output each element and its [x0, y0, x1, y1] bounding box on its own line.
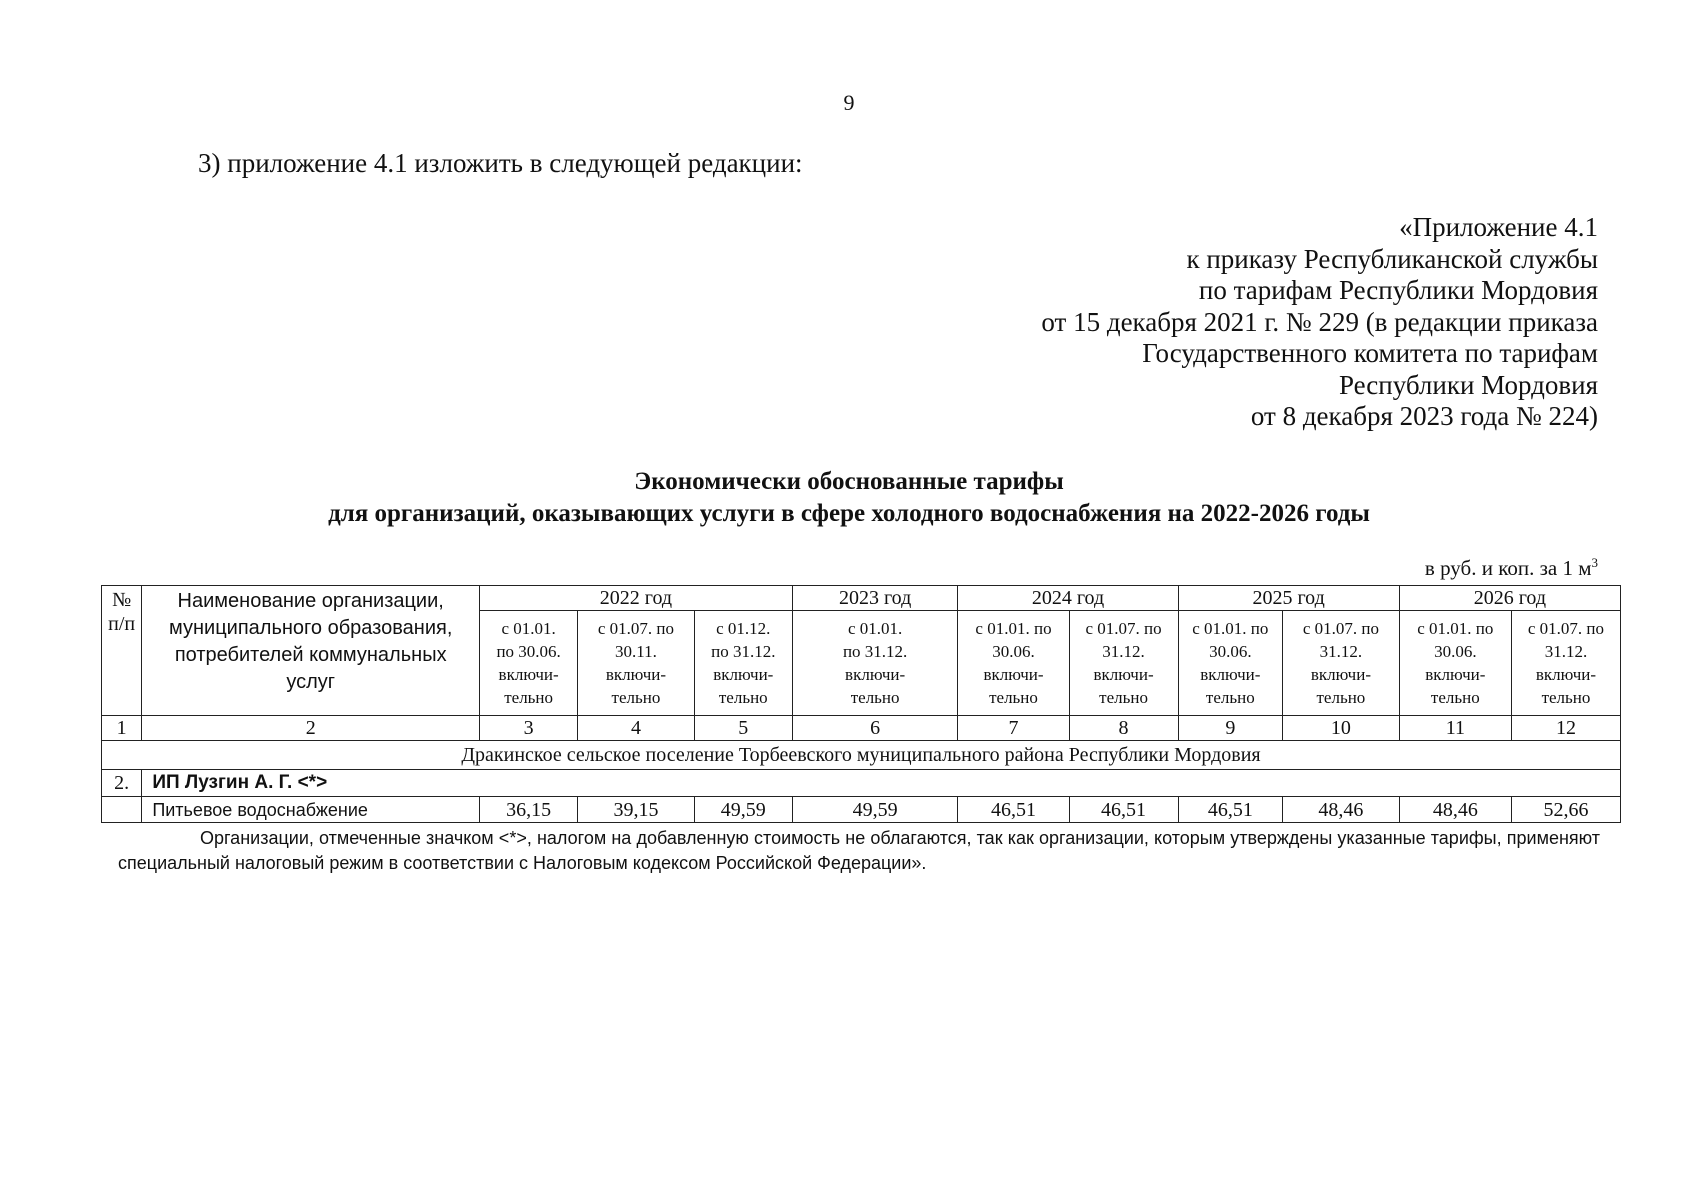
- column-number-cell: 5: [694, 716, 792, 741]
- year-header-row: [102, 586, 1621, 611]
- period-line: 31.12.: [1319, 642, 1363, 661]
- period-line: 31.12.: [1544, 642, 1588, 661]
- column-number-cell: 7: [958, 716, 1069, 741]
- column-number-cell: 2: [142, 716, 480, 741]
- period-line: с 01.07. по: [1085, 619, 1162, 638]
- period-header-cell: [1283, 611, 1400, 716]
- year-header-2024: 2024 год: [958, 586, 1178, 611]
- column-number-cell: 12: [1511, 716, 1620, 741]
- period-line: тельно: [504, 688, 554, 707]
- period-line: тельно: [611, 688, 661, 707]
- period-line: с 01.01. по: [1417, 619, 1494, 638]
- appendix-header-line: от 15 декабря 2021 г. № 229 (в редакции приказа: [1041, 306, 1598, 337]
- period-header-cell: [1511, 611, 1620, 716]
- column-number-row: [102, 716, 1621, 741]
- tariff-value: 46,51: [1178, 797, 1283, 823]
- column-number-cell: 6: [792, 716, 958, 741]
- period-line: 31.12.: [1102, 642, 1145, 661]
- period-line: с 01.07. по: [597, 619, 675, 638]
- service-name: Питьевое водоснабжение: [142, 797, 480, 823]
- period-line: включи-: [983, 665, 1044, 684]
- period-line: тельно: [1541, 688, 1591, 707]
- column-number-cell: 3: [480, 716, 578, 741]
- period-header-cell: [1399, 611, 1511, 716]
- document-title: [0, 466, 1698, 530]
- period-line: тельно: [1205, 688, 1255, 707]
- period-line: тельно: [1430, 688, 1480, 707]
- year-header-2022: 2022 год: [480, 586, 793, 611]
- units-label: [1425, 555, 1598, 581]
- column-number-cell: 10: [1283, 716, 1400, 741]
- header-number-line: №: [112, 589, 132, 611]
- period-line: с 01.07. по: [1527, 619, 1605, 638]
- period-line: тельно: [718, 688, 768, 707]
- period-line: по 31.12.: [842, 642, 908, 661]
- year-header-2026: 2026 год: [1399, 586, 1620, 611]
- appendix-header-line: «Приложение 4.1: [1399, 212, 1598, 242]
- period-line: с 01.01.: [847, 619, 903, 638]
- tariff-value: 52,66: [1511, 797, 1620, 823]
- period-line: с 01.01. по: [975, 619, 1052, 638]
- period-line: включи-: [845, 665, 906, 684]
- period-line: включи-: [605, 665, 667, 684]
- intro-text: 3) приложение 4.1 изложить в следующей редакции:: [198, 148, 803, 178]
- tariff-value: 36,15: [480, 797, 578, 823]
- column-number-cell: 9: [1178, 716, 1283, 741]
- period-header-cell: [958, 611, 1069, 716]
- tariff-value: 49,59: [792, 797, 958, 823]
- organization-name: ИП Лузгин А. Г. <*>: [142, 770, 1621, 797]
- column-number-cell: 4: [578, 716, 695, 741]
- appendix-header: [1041, 212, 1598, 433]
- year-header-2025: 2025 год: [1178, 586, 1399, 611]
- tariff-value: 46,51: [958, 797, 1069, 823]
- header-number-cell: [102, 586, 142, 716]
- units-superscript: 3: [1591, 555, 1598, 570]
- tariff-value: 48,46: [1399, 797, 1511, 823]
- column-number-cell: 1: [102, 716, 142, 741]
- period-header-cell: [694, 611, 792, 716]
- column-number-cell: 11: [1399, 716, 1511, 741]
- units-text: в руб. и коп. за 1 м: [1424, 556, 1592, 580]
- organization-row: [102, 770, 1621, 797]
- appendix-header-line: Государственного комитета по тарифам: [1142, 338, 1598, 368]
- period-line: тельно: [989, 688, 1038, 707]
- period-line: с 01.01. по: [1192, 619, 1269, 638]
- period-line: тельно: [850, 688, 900, 707]
- period-header-cell: [480, 611, 578, 716]
- organization-number: 2.: [102, 770, 142, 797]
- period-line: по 31.12.: [711, 642, 776, 661]
- service-number: [102, 797, 142, 823]
- tariff-value: 39,15: [578, 797, 695, 823]
- period-line: включи-: [1310, 665, 1371, 684]
- header-name-line: потребителей коммунальных: [174, 644, 447, 666]
- header-number-line: п/п: [108, 613, 136, 635]
- period-line: включи-: [1200, 665, 1261, 684]
- year-header-2023: 2023 год: [792, 586, 958, 611]
- page-number: 9: [843, 90, 855, 115]
- period-line: включи-: [498, 665, 559, 684]
- appendix-header-line: Республики Мордовия: [1338, 369, 1598, 400]
- period-line: включи-: [1425, 665, 1486, 684]
- period-line: тельно: [1099, 688, 1148, 707]
- header-name-line: услуг: [286, 671, 336, 693]
- tariff-table: [101, 585, 1621, 823]
- title-line-2: для организаций, оказывающих услуги в сфере холодного водоснабжения на 2022-2026 годы: [328, 500, 1370, 527]
- column-number-cell: 8: [1069, 716, 1178, 741]
- period-line: включи-: [1535, 665, 1597, 684]
- period-header-cell: [578, 611, 695, 716]
- period-line: с 01.01.: [501, 619, 556, 638]
- header-name-line: Наименование организации,: [177, 590, 444, 612]
- period-header-cell: [792, 611, 958, 716]
- section-row: [102, 741, 1621, 770]
- period-line: с 01.12.: [716, 619, 771, 638]
- period-line: включи-: [713, 665, 774, 684]
- period-header-cell: [1069, 611, 1178, 716]
- period-line: по 30.06.: [496, 642, 561, 661]
- period-line: 30.06.: [1209, 642, 1252, 661]
- header-name-line: муниципального образования,: [169, 617, 453, 639]
- appendix-header-line: к приказу Республиканской службы: [1186, 243, 1598, 274]
- period-line: 30.11.: [615, 642, 657, 661]
- footnote: Организации, отмеченные значком <*>, налогом на добавленную стоимость не облагаются, так как организации, которым утверждены указанные тарифы, применяют специальный налоговый режим в соответствии с Налоговым кодексом Российской Федерации».: [118, 828, 1600, 873]
- appendix-header-line: по тарифам Республики Мордовия: [1198, 275, 1598, 305]
- service-row: [102, 797, 1621, 823]
- period-header-cell: [1178, 611, 1283, 716]
- section-heading: Дракинское сельское поселение Торбеевского муниципального района Республики Мордовия: [102, 741, 1621, 770]
- title-line-1: Экономически обоснованные тарифы: [634, 468, 1064, 495]
- period-line: тельно: [1316, 688, 1366, 707]
- header-name-cell: [142, 586, 480, 716]
- period-line: 30.06.: [1434, 642, 1477, 661]
- appendix-header-line: от 8 декабря 2023 года № 224): [1250, 401, 1598, 431]
- period-line: включи-: [1093, 665, 1154, 684]
- period-line: 30.06.: [992, 642, 1035, 661]
- tariff-value: 49,59: [694, 797, 792, 823]
- period-line: с 01.07. по: [1302, 619, 1379, 638]
- tariff-value: 48,46: [1283, 797, 1400, 823]
- tariff-value: 46,51: [1069, 797, 1178, 823]
